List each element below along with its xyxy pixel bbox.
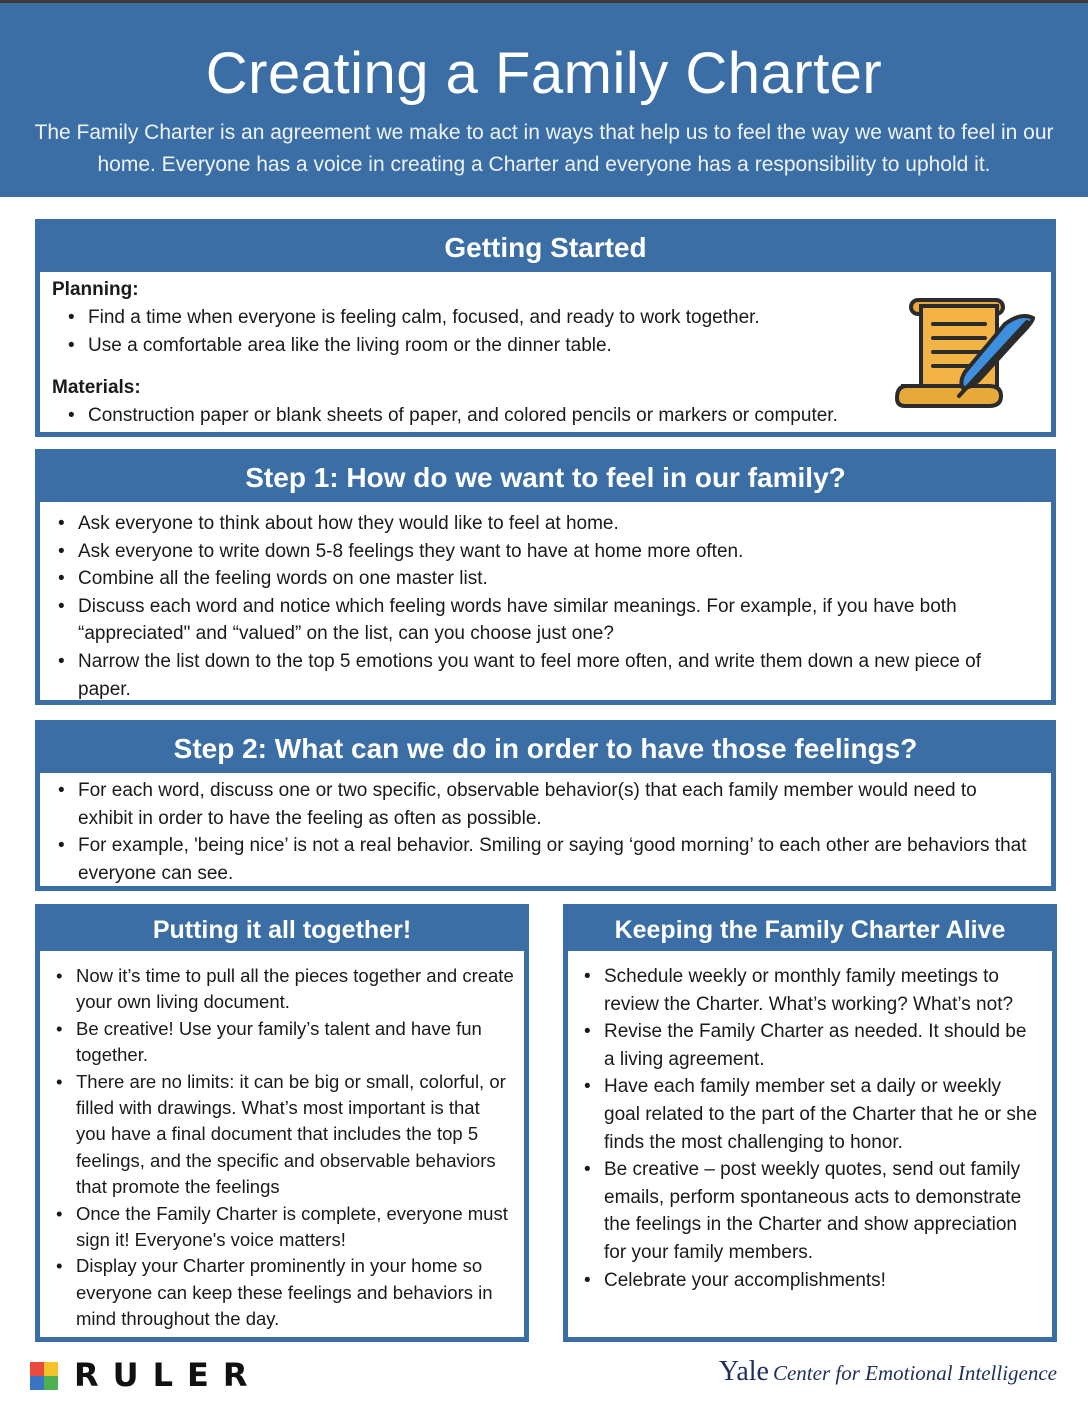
step2-title: Step 2: What can we do in order to have those feelings? xyxy=(40,725,1051,773)
list-item: • Use a comfortable area like the living room or the dinner table. xyxy=(52,332,1039,360)
list-item: • Combine all the feeling words on one master list. xyxy=(42,565,1035,593)
putting-together-list xyxy=(40,963,514,1333)
list-item: • Schedule weekly or monthly family meetings to review the Charter. What’s working? What’s not? xyxy=(568,963,1042,1018)
ruler-squares-icon xyxy=(30,1362,58,1390)
list-item: • Narrow the list down to the top 5 emotions you want to feel more often, and write them down a new piece of paper. xyxy=(42,648,1035,703)
list-item: • For each word, discuss one or two specific, observable behavior(s) that each family member would need to exhibit in order to have the feeling as often as possible. xyxy=(42,777,1035,832)
materials-label: Materials: xyxy=(52,377,141,398)
list-item: • Now it’s time to pull all the pieces together and create your own living document. xyxy=(40,963,514,1016)
putting-together-content xyxy=(40,951,524,1333)
step2-list xyxy=(42,777,1035,887)
list-item: • Find a time when everyone is feeling calm, focused, and ready to work together. xyxy=(52,304,1039,332)
list-item: • Construction paper or blank sheets of paper, and colored pencils or markers or computer. xyxy=(52,402,1039,430)
list-item: • Have each family member set a daily or weekly goal related to the part of the Charter that he or she finds the most challenging to honor. xyxy=(568,1073,1042,1156)
step1-list xyxy=(42,510,1035,703)
planning-label: Planning: xyxy=(52,279,139,300)
planning-list xyxy=(52,304,1039,360)
step1-title: Step 1: How do we want to feel in our family? xyxy=(40,454,1051,502)
list-item: • Once the Family Charter is complete, everyone must sign it! Everyone's voice matters! xyxy=(40,1201,514,1254)
list-item: • Ask everyone to write down 5-8 feelings they want to have at home more often. xyxy=(42,538,1035,566)
getting-started-title: Getting Started xyxy=(40,224,1051,272)
step1-content xyxy=(40,502,1051,703)
putting-together-title: Putting it all together! xyxy=(40,909,524,951)
charter-alive-list xyxy=(568,963,1042,1294)
charter-alive-panel xyxy=(563,904,1057,1342)
materials-list xyxy=(52,402,1039,430)
charter-alive-content xyxy=(568,951,1052,1294)
list-item: • There are no limits: it can be big or small, colorful, or filled with drawings. What’s most important is that you have a final document that includes the top 5 feelings, and the specific and observable behaviors that promote the feelings xyxy=(40,1069,514,1201)
charter-alive-title: Keeping the Family Charter Alive xyxy=(568,909,1052,951)
list-item: • Be creative – post weekly quotes, send out family emails, perform spontaneous acts to demonstrate the feelings in the Charter and show appreciation for your family members. xyxy=(568,1156,1042,1266)
list-item: • Celebrate your accomplishments! xyxy=(568,1267,1042,1295)
scroll-and-quill-icon xyxy=(893,288,1043,416)
yale-wordmark: Yale xyxy=(718,1356,769,1387)
page-header xyxy=(0,3,1088,197)
step2-panel xyxy=(35,720,1056,891)
list-item: • Ask everyone to think about how they would like to feel at home. xyxy=(42,510,1035,538)
list-item: • Discuss each word and notice which feeling words have similar meanings. For example, if you have both “appreciated" and “valued” on the list, can you choose just one? xyxy=(42,593,1035,648)
center-name: Center for Emotional Intelligence xyxy=(772,1361,1057,1385)
putting-together-panel xyxy=(35,904,529,1342)
page-subtitle: The Family Charter is an agreement we make to act in ways that help us to feel the way we want to feel in our home. Everyone has a voice in creating a Charter and everyone has a responsibility to uphold it. xyxy=(34,121,1054,176)
list-item: • For example, 'being nice’ is not a real behavior. Smiling or saying ‘good morning’ to each other are behaviors that everyone can see. xyxy=(42,832,1035,887)
list-item: • Revise the Family Charter as needed. It should be a living agreement. xyxy=(568,1018,1042,1073)
getting-started-panel xyxy=(35,219,1056,437)
ruler-wordmark: RULER xyxy=(74,1356,262,1394)
list-item: • Be creative! Use your family’s talent and have fun together. xyxy=(40,1016,514,1069)
list-item: • Display your Charter prominently in your home so everyone can keep these feelings and behaviors in mind throughout the day. xyxy=(40,1253,514,1332)
step2-content xyxy=(40,773,1051,887)
step1-panel xyxy=(35,449,1056,705)
yale-logo xyxy=(719,1356,1057,1388)
page-title: Creating a Family Charter xyxy=(205,41,883,106)
